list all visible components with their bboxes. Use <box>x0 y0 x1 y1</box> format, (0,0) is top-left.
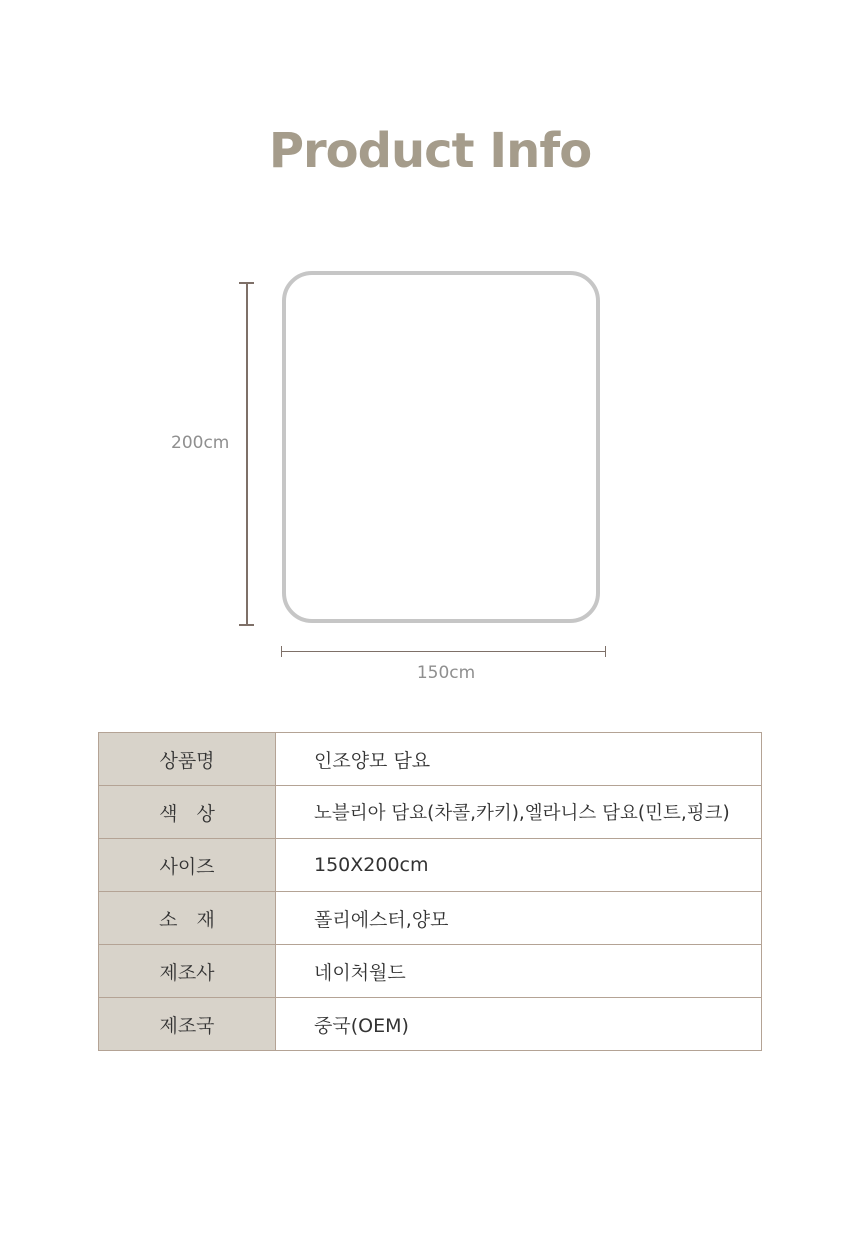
product-spec-table <box>98 732 762 1051</box>
spec-value-color: 노블리아 담요(차콜,카키),엘라니스 담요(민트,핑크) <box>276 786 762 839</box>
spec-label-manufacturer: 제조사 <box>99 945 276 998</box>
table-row <box>99 998 762 1051</box>
height-dimension-line <box>246 282 248 626</box>
width-label: 150cm <box>416 663 476 683</box>
height-dimension-cap-bottom <box>239 624 254 626</box>
spec-value-origin: 중국(OEM) <box>276 998 762 1051</box>
spec-label-size: 사이즈 <box>99 839 276 892</box>
spec-value-size: 150X200cm <box>276 839 762 892</box>
table-row <box>99 892 762 945</box>
width-dimension-cap-right <box>605 646 606 657</box>
table-row <box>99 786 762 839</box>
blanket-outline <box>282 271 600 623</box>
table-row <box>99 733 762 786</box>
page-title: Product Info <box>268 123 592 179</box>
spec-value-material: 폴리에스터,양모 <box>276 892 762 945</box>
spec-label-material: 소 재 <box>99 892 276 945</box>
spec-value-product-name: 인조양모 담요 <box>276 733 762 786</box>
spec-value-manufacturer: 네이처월드 <box>276 945 762 998</box>
table-row <box>99 945 762 998</box>
spec-label-color: 색 상 <box>99 786 276 839</box>
table-row <box>99 839 762 892</box>
spec-label-product-name: 상품명 <box>99 733 276 786</box>
spec-label-origin: 제조국 <box>99 998 276 1051</box>
width-dimension-line <box>281 651 606 652</box>
height-label: 200cm <box>171 433 230 453</box>
